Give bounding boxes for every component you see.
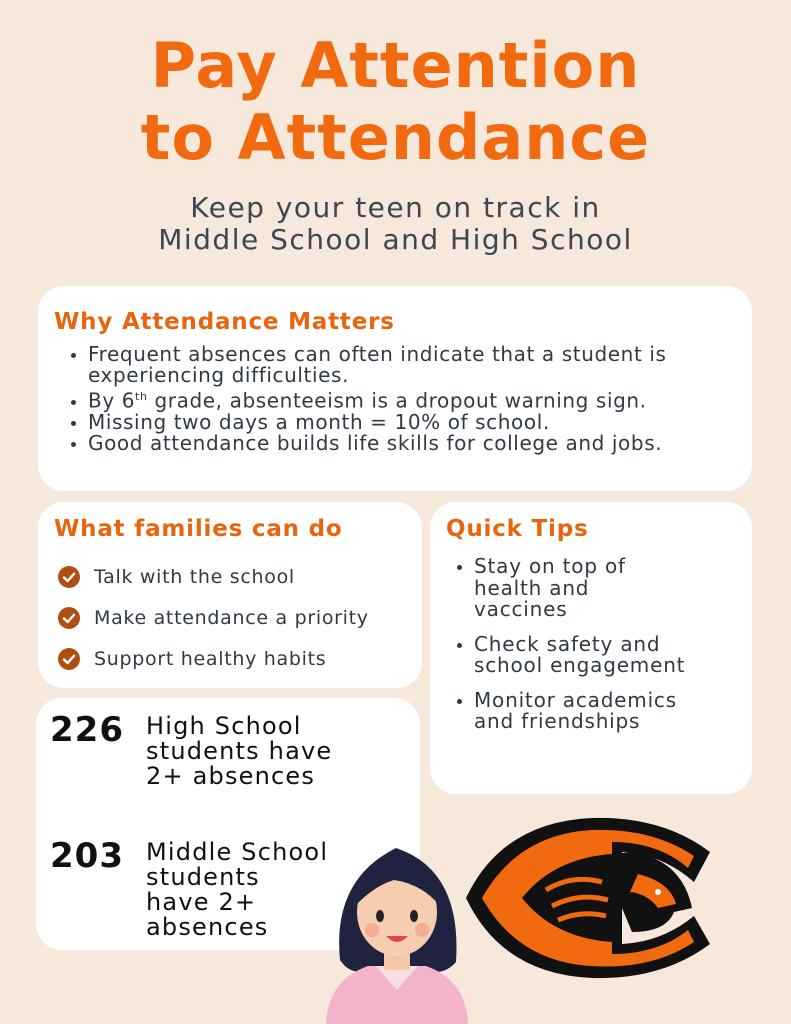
subtitle-line-2: Middle School and High School [158,223,633,256]
high-school-count: 226 [50,710,124,750]
check-circle-icon [58,566,80,588]
tips-item-1: • Stay on top of health and vaccines [474,556,644,621]
high-school-label-line-3: 2+ absences [146,762,316,790]
middle-school-label-line-2: students [146,863,260,891]
families-item-3 [54,638,422,679]
tips-item-2: • Check safety and school engagement [474,634,704,677]
title-line-1: Pay Attention [150,29,641,102]
families-item-2-label: Make attendance a priority [94,606,369,629]
title-line-2: to Attendance [140,101,651,174]
mustang-logo-icon [462,812,720,984]
tips-list [446,556,752,733]
check-circle-icon [58,607,80,629]
middle-school-label-line-4: absences [146,913,269,941]
subtitle-line-1: Keep your teen on track in [190,191,601,224]
quick-tips-card [430,502,752,794]
why-item-2-sup: th [135,390,148,403]
tips-item-3: • Monitor academics and friendships [474,690,684,733]
check-circle-icon [58,648,80,670]
families-item-3-label: Support healthy habits [94,647,327,670]
high-school-label [146,714,376,789]
why-item-4: • Good attendance builds life skills for college and jobs. [88,433,736,454]
families-list [54,556,422,679]
woman-avatar-icon [322,840,472,1024]
why-item-2 [88,386,736,412]
why-item-2-suffix: grade, absenteeism is a dropout warning sign. [147,388,647,413]
why-list [54,344,736,454]
middle-school-label-line-1: Middle School [146,838,329,866]
high-school-label-line-1: High School [146,712,302,740]
families-item-1 [54,556,422,597]
middle-school-label-line-3: have 2+ [146,888,257,916]
families-heading: What families can do [54,516,343,542]
why-attendance-card [38,286,752,491]
why-item-2-prefix: By 6 [88,388,136,413]
tips-heading: Quick Tips [446,516,589,542]
high-school-label-line-2: students have [146,737,333,765]
subtitle [0,192,791,256]
families-item-1-label: Talk with the school [94,565,295,588]
families-item-2 [54,597,422,638]
why-item-3: • Missing two days a month = 10% of school. [88,412,736,433]
families-card [38,502,422,688]
why-heading: Why Attendance Matters [54,309,395,335]
middle-school-count: 203 [50,836,124,876]
page-title [0,30,791,174]
why-item-1: • Frequent absences can often indicate that a student is experiencing difficulties. [88,344,736,386]
